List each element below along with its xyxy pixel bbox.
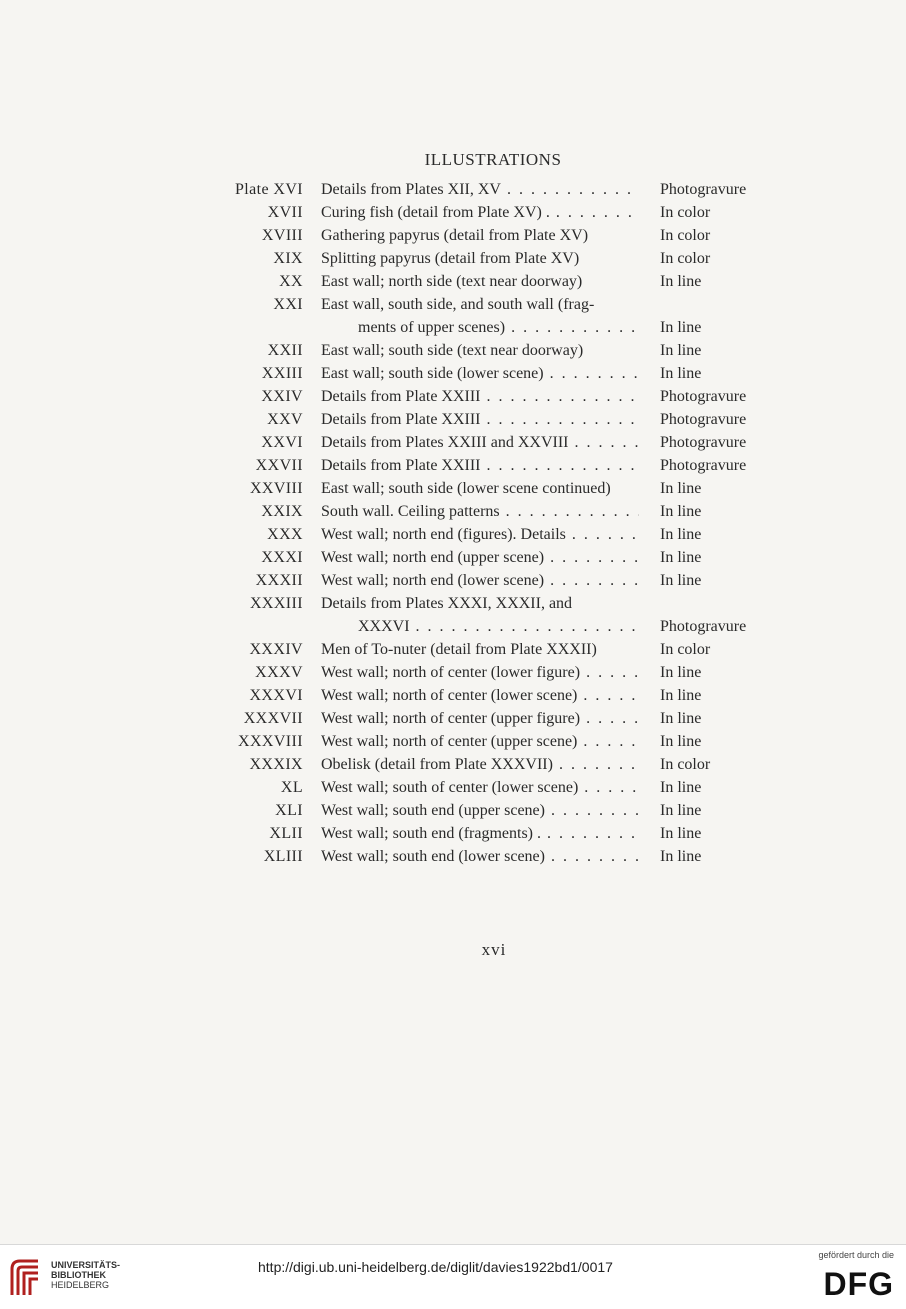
list-item bbox=[0, 339, 906, 362]
plate-description: Men of To-nuter (detail from Plate XXXII) bbox=[321, 641, 597, 658]
list-item bbox=[0, 799, 906, 822]
plate-description: East wall; south side (lower scene continued) bbox=[321, 480, 611, 497]
reproduction-type: In color bbox=[660, 204, 711, 221]
list-item bbox=[0, 408, 906, 431]
reproduction-type: Photogravure bbox=[660, 618, 747, 635]
plate-description: West wall; north of center (lower scene) . . . bbox=[321, 684, 639, 707]
reproduction-type: In line bbox=[660, 319, 702, 336]
list-item bbox=[0, 385, 906, 408]
list-item bbox=[0, 293, 906, 316]
list-item bbox=[0, 477, 906, 500]
reproduction-type: In line bbox=[660, 526, 702, 543]
sponsor-label: gefördert durch die bbox=[818, 1250, 894, 1260]
reproduction-type: In line bbox=[660, 342, 702, 359]
plate-description: Details from Plate XXIII . . . bbox=[321, 408, 639, 431]
plate-description: Splitting papyrus (detail from Plate XV) bbox=[321, 250, 580, 267]
plate-description: Obelisk (detail from Plate XXXVII) . . . bbox=[321, 753, 639, 776]
plate-description: Details from Plates XII, XV . . . bbox=[321, 178, 639, 201]
library-name bbox=[51, 1260, 131, 1290]
plate-number: XXXIV bbox=[249, 641, 303, 658]
list-item bbox=[0, 362, 906, 385]
list-item bbox=[0, 592, 906, 615]
plate-description: West wall; south of center (lower scene) . . . bbox=[321, 776, 639, 799]
reproduction-type: Photogravure bbox=[660, 388, 747, 405]
reproduction-type: In line bbox=[660, 664, 702, 681]
plate-description: ments of upper scenes) . . . bbox=[358, 316, 639, 339]
list-item bbox=[0, 684, 906, 707]
list-item bbox=[0, 224, 906, 247]
reproduction-type: In line bbox=[660, 687, 702, 704]
reproduction-type: Photogravure bbox=[660, 457, 747, 474]
plate-number: XXXVII bbox=[243, 710, 303, 727]
library-name-line-1: UNIVERSITÄTS- bbox=[51, 1260, 121, 1270]
plate-description: East wall; north side (text near doorway) bbox=[321, 273, 583, 290]
plate-description: West wall; north end (lower scene) . . . bbox=[321, 569, 639, 592]
list-item bbox=[0, 822, 906, 845]
plate-number: Plate XVI bbox=[234, 181, 303, 198]
reproduction-type: In line bbox=[660, 802, 702, 819]
plate-description: Gathering papyrus (detail from Plate XV) bbox=[321, 227, 589, 244]
plate-number: XXV bbox=[267, 411, 303, 428]
library-name-line-2: BIBLIOTHEK bbox=[51, 1270, 106, 1280]
viewer-footer bbox=[0, 1244, 906, 1309]
plate-number: XVIII bbox=[261, 227, 303, 244]
illustrations-list bbox=[0, 178, 906, 868]
plate-description: East wall, south side, and south wall (frag- bbox=[321, 296, 595, 313]
plate-number: XXXVI bbox=[249, 687, 303, 704]
reproduction-type: In line bbox=[660, 733, 702, 750]
reproduction-type: In line bbox=[660, 825, 702, 842]
plate-description: East wall; south side (text near doorway) bbox=[321, 342, 584, 359]
page-heading: ILLUSTRATIONS bbox=[424, 150, 562, 169]
plate-description: West wall; north end (figures). Details . . . bbox=[321, 523, 639, 546]
plate-number: XXVIII bbox=[249, 480, 303, 497]
plate-description: Curing fish (detail from Plate XV) . . . . bbox=[321, 201, 639, 224]
reproduction-type: In color bbox=[660, 250, 711, 267]
plate-number: XXI bbox=[273, 296, 303, 313]
plate-number: XIX bbox=[273, 250, 303, 267]
plate-number: XXX bbox=[267, 526, 303, 543]
list-item bbox=[0, 201, 906, 224]
reproduction-type: In line bbox=[660, 480, 702, 497]
library-name-line-3: HEIDELBERG bbox=[51, 1280, 110, 1290]
reproduction-type: In color bbox=[660, 641, 711, 658]
plate-description: South wall. Ceiling patterns . . . bbox=[321, 500, 639, 523]
plate-number: XXII bbox=[267, 342, 303, 359]
plate-number: XVII bbox=[267, 204, 303, 221]
university-library-logo[interactable] bbox=[8, 1255, 44, 1299]
list-item bbox=[0, 776, 906, 799]
reproduction-type: Photogravure bbox=[660, 434, 747, 451]
plate-description: West wall; south end (upper scene) . . . bbox=[321, 799, 639, 822]
list-item bbox=[0, 431, 906, 454]
plate-description: West wall; south end (fragments) . . . . bbox=[321, 822, 639, 845]
page-number: xvi bbox=[481, 940, 507, 959]
list-item bbox=[0, 730, 906, 753]
plate-number: XXVI bbox=[261, 434, 303, 451]
list-item bbox=[0, 454, 906, 477]
reproduction-type: In color bbox=[660, 227, 711, 244]
plate-description: West wall; north of center (lower figure) . . . bbox=[321, 661, 639, 684]
list-item bbox=[0, 845, 906, 868]
reproduction-type: In line bbox=[660, 365, 702, 382]
reproduction-type: In line bbox=[660, 710, 702, 727]
list-item bbox=[0, 569, 906, 592]
plate-number: XXXIX bbox=[249, 756, 303, 773]
reproduction-type: In line bbox=[660, 848, 702, 865]
reproduction-type: In line bbox=[660, 273, 702, 290]
reproduction-type: In line bbox=[660, 549, 702, 566]
plate-number: XXXI bbox=[261, 549, 303, 566]
list-item bbox=[0, 638, 906, 661]
plate-number: XXXII bbox=[255, 572, 303, 589]
plate-number: XLII bbox=[269, 825, 303, 842]
list-item bbox=[0, 523, 906, 546]
plate-description: West wall; north of center (upper figure) . . . bbox=[321, 707, 639, 730]
plate-description: Details from Plate XXIII . . . bbox=[321, 385, 639, 408]
list-item bbox=[0, 247, 906, 270]
plate-number: XXXV bbox=[255, 664, 303, 681]
plate-description: XXXVI . . . bbox=[358, 615, 639, 638]
permalink-url[interactable]: http://digi.ub.uni-heidelberg.de/diglit/davies1922bd1/0017 bbox=[258, 1259, 613, 1275]
plate-number: XX bbox=[279, 273, 303, 290]
plate-number: XXXIII bbox=[249, 595, 303, 612]
plate-description: West wall; north of center (upper scene) . . . bbox=[321, 730, 639, 753]
reproduction-type: Photogravure bbox=[660, 411, 747, 428]
list-item bbox=[0, 661, 906, 684]
list-item bbox=[0, 316, 906, 339]
plate-number: XL bbox=[280, 779, 303, 796]
reproduction-type: In line bbox=[660, 572, 702, 589]
list-item bbox=[0, 546, 906, 569]
plate-description: East wall; south side (lower scene) . . . bbox=[321, 362, 639, 385]
reproduction-type: In line bbox=[660, 503, 702, 520]
plate-description: West wall; south end (lower scene) . . . bbox=[321, 845, 639, 868]
plate-number: XXIV bbox=[261, 388, 303, 405]
reproduction-type: In color bbox=[660, 756, 711, 773]
plate-number: XLIII bbox=[263, 848, 303, 865]
list-item bbox=[0, 707, 906, 730]
reproduction-type: Photogravure bbox=[660, 181, 747, 198]
plate-number: XLI bbox=[275, 802, 303, 819]
plate-number: XXIX bbox=[261, 503, 303, 520]
plate-description: Details from Plates XXIII and XXVIII . . . bbox=[321, 431, 639, 454]
plate-number: XXIII bbox=[261, 365, 303, 382]
dfg-logo-text: DFG bbox=[823, 1267, 894, 1299]
plate-number: XXXVIII bbox=[237, 733, 303, 750]
plate-description: Details from Plates XXXI, XXXII, and bbox=[321, 595, 573, 612]
list-item bbox=[0, 753, 906, 776]
reproduction-type: In line bbox=[660, 779, 702, 796]
dfg-logo[interactable] bbox=[810, 1267, 894, 1299]
plate-description: West wall; north end (upper scene) . . . bbox=[321, 546, 639, 569]
list-item bbox=[0, 500, 906, 523]
plate-number: XXVII bbox=[255, 457, 303, 474]
list-item bbox=[0, 178, 906, 201]
plate-description: Details from Plate XXIII . . . bbox=[321, 454, 639, 477]
list-item bbox=[0, 615, 906, 638]
list-item bbox=[0, 270, 906, 293]
